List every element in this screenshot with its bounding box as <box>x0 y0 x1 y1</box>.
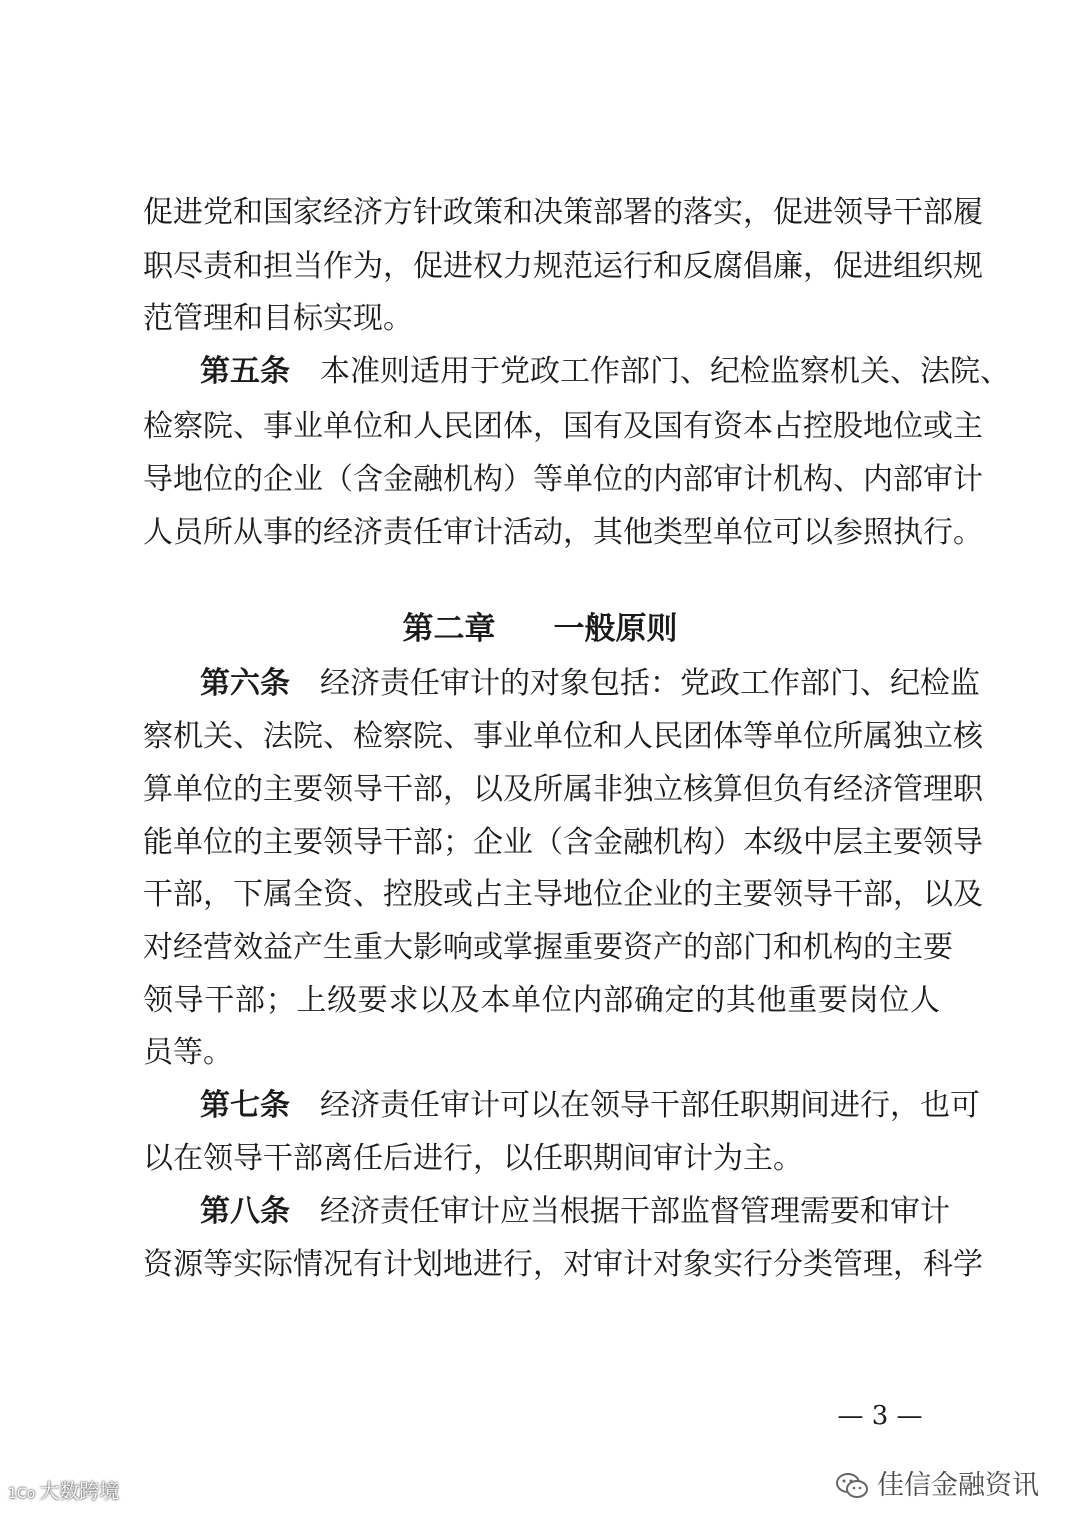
article-7-text: 经济责任审计可以在领导干部任职期间进行，也可 <box>320 1088 980 1123</box>
paragraph-line: 以在领导干部离任后进行，以任职期间审计为主。 <box>143 1141 803 1176</box>
article-6-first-line <box>200 662 980 706</box>
article-8-label: 第八条 <box>200 1194 290 1229</box>
watermark-left-text: 大数跨境 <box>39 1479 120 1503</box>
paragraph-line: 导地位的企业（含金融机构）等单位的内部审计机构、内部审计 <box>143 462 983 497</box>
article-8-text: 经济责任审计应当根据干部监督管理需要和审计 <box>320 1194 950 1229</box>
watermark-right <box>835 1466 1039 1506</box>
paragraph-line: 干部，下属全资、控股或占主导地位企业的主要领导干部，以及 <box>143 877 983 912</box>
watermark-logo: 1Co <box>8 1486 36 1502</box>
watermark-right-text: 佳信金融资讯 <box>877 1470 1039 1501</box>
paragraph-line: 范管理和目标实现。 <box>143 301 413 336</box>
article-6-label: 第六条 <box>200 666 290 701</box>
paragraph-line: 领导干部；上级要求以及本单位内部确定的其他重要岗位人 <box>143 983 940 1018</box>
paragraph-line: 人员所从事的经济责任审计活动，其他类型单位可以参照执行。 <box>143 515 983 550</box>
paragraph-line: 职尽责和担当作为，促进权力规范运行和反腐倡廉，促进组织规 <box>143 249 983 284</box>
paragraph-line: 能单位的主要领导干部；企业（含金融机构）本级中层主要领导 <box>143 825 983 860</box>
article-5-text: 本准则适用于党政工作部门、纪检监察机关、法院、 <box>320 354 1010 389</box>
article-7-first-line <box>200 1084 980 1128</box>
paragraph-line: 对经营效益产生重大影响或掌握重要资产的部门和机构的主要 <box>143 930 953 965</box>
article-7-label: 第七条 <box>200 1088 290 1123</box>
article-6-text: 经济责任审计的对象包括：党政工作部门、纪检监 <box>320 666 980 701</box>
article-8-first-line <box>200 1190 950 1234</box>
paragraph-line: 检察院、事业单位和人民团体，国有及国有资本占控股地位或主 <box>143 409 983 444</box>
article-5-first-line <box>200 350 1010 394</box>
page-number: — 3 — <box>837 1401 923 1431</box>
paragraph-line: 员等。 <box>143 1035 233 1070</box>
paragraph-line: 促进党和国家经济方针政策和决策部署的落实，促进领导干部履 <box>143 195 983 230</box>
wechat-icon <box>835 1471 869 1501</box>
article-5-label: 第五条 <box>200 354 290 389</box>
watermark-left <box>8 1476 119 1509</box>
chapter-heading <box>0 607 1080 651</box>
paragraph-line: 察机关、法院、检察院、事业单位和人民团体等单位所属独立核 <box>143 719 983 754</box>
paragraph-line: 资源等实际情况有计划地进行，对审计对象实行分类管理，科学 <box>143 1247 983 1282</box>
paragraph-line: 算单位的主要领导干部，以及所属非独立核算但负有经济管理职 <box>143 772 983 807</box>
chapter-title: 一般原则 <box>553 611 678 647</box>
chapter-number: 第二章 <box>402 611 496 647</box>
